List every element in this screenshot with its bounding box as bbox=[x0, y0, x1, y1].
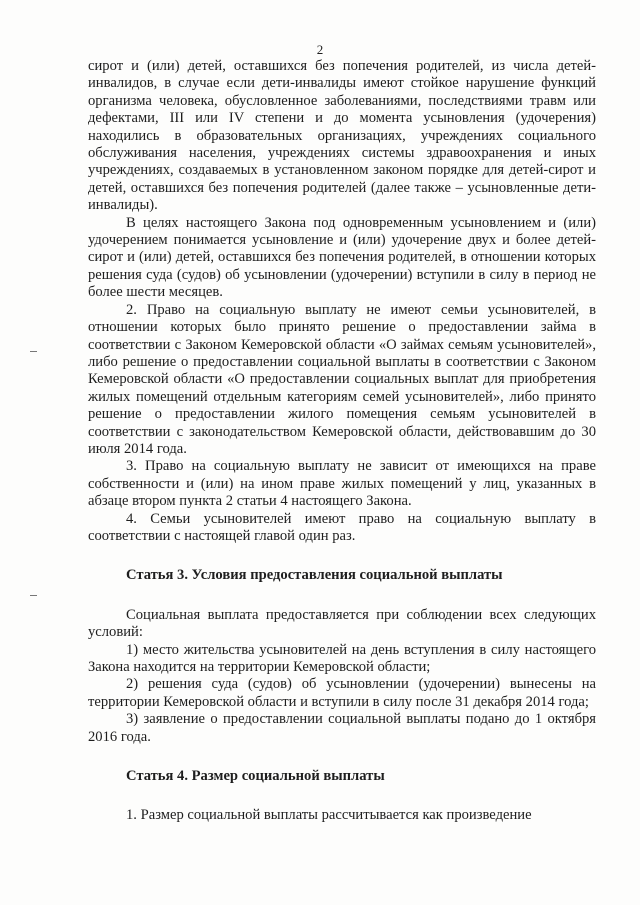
paragraph: В целях настоящего Закона под одновременным усыновлением и (или) удочерением понимается усыновление и (или) удочерение двух и более детей-сирот и (или) детей, оставшихся без попечения родителей, в отношении которых решения суда (судов) об усыновлении (удочерении) вступили в силу в период не более шести месяцев. bbox=[88, 214, 596, 301]
spacer bbox=[88, 785, 596, 807]
paragraph: Социальная выплата предоставляется при соблюдении всех следующих условий: bbox=[88, 606, 596, 641]
spacer bbox=[88, 585, 596, 607]
paragraph: сирот и (или) детей, оставшихся без попечения родителей, из числа детей-инвалидов, в случае если дети-инвалиды имеют стойкое нарушение функций организма человека, обусловленное заболеваниями, последствиями травм или дефектами, III или IV степени и до момента усыновления (удочерения) находились в образовательных организациях, учреждениях социального обслуживания населения, учреждениях системы здравоохранения и иных учреждениях, создаваемых в установленном законом порядке для детей-сирот и детей, оставшихся без попечения родителей (далее также – усыновленные дети-инвалиды). bbox=[88, 58, 596, 214]
paragraph: 2) решения суда (судов) об усыновлении (удочерении) вынесены на территории Кемеровской области и вступили в силу после 31 декабря 2014 года; bbox=[88, 676, 596, 710]
paragraph: 3) заявление о предоставлении социальной выплаты подано до 1 октября 2016 года. bbox=[88, 711, 596, 745]
paragraph: 3. Право на социальную выплату не зависит от имеющихся на праве собственности и (или) на ином праве жилых помещений у лиц, указанных в абзаце втором пункта 2 статьи 4 настоящего Закона. bbox=[88, 458, 596, 510]
paragraph: 2. Право на социальную выплату не имеют семьи усыновителей, в отношении которых было принято решение о предоставлении займа в соответствии с Законом Кемеровской области «О займах семьям усыновителей», либо решение о предоставлении социальной выплаты в соответствии с Законом Кемеровской области «О предоставлении социальных выплат для приобретения жилых помещений отдельным категориям семей усыновителей», либо принято решение о предоставлении жилого помещения семьям усыновителей в соответствии с законодательством Кемеровской области, действовавшим до 30 июля 2014 года. bbox=[88, 301, 596, 457]
margin-mark bbox=[30, 351, 37, 352]
margin-mark bbox=[30, 595, 37, 596]
paragraph: 4. Семьи усыновителей имеют право на социальную выплату в соответствии с настоящей главой один раз. bbox=[88, 510, 596, 544]
spacer bbox=[88, 545, 596, 567]
paragraph: 1) место жительства усыновителей на день вступления в силу настоящего Закона находится на территории Кемеровской области; bbox=[88, 641, 596, 675]
document-body bbox=[88, 58, 596, 825]
article-4-heading: Статья 4. Размер социальной выплаты bbox=[126, 768, 385, 785]
page-number: 2 bbox=[316, 42, 324, 57]
article-3-heading: Статья 3. Условия предоставления социальной выплаты bbox=[126, 567, 503, 584]
spacer bbox=[88, 746, 596, 768]
paragraph: 1. Размер социальной выплаты рассчитывается как произведение bbox=[126, 807, 532, 824]
